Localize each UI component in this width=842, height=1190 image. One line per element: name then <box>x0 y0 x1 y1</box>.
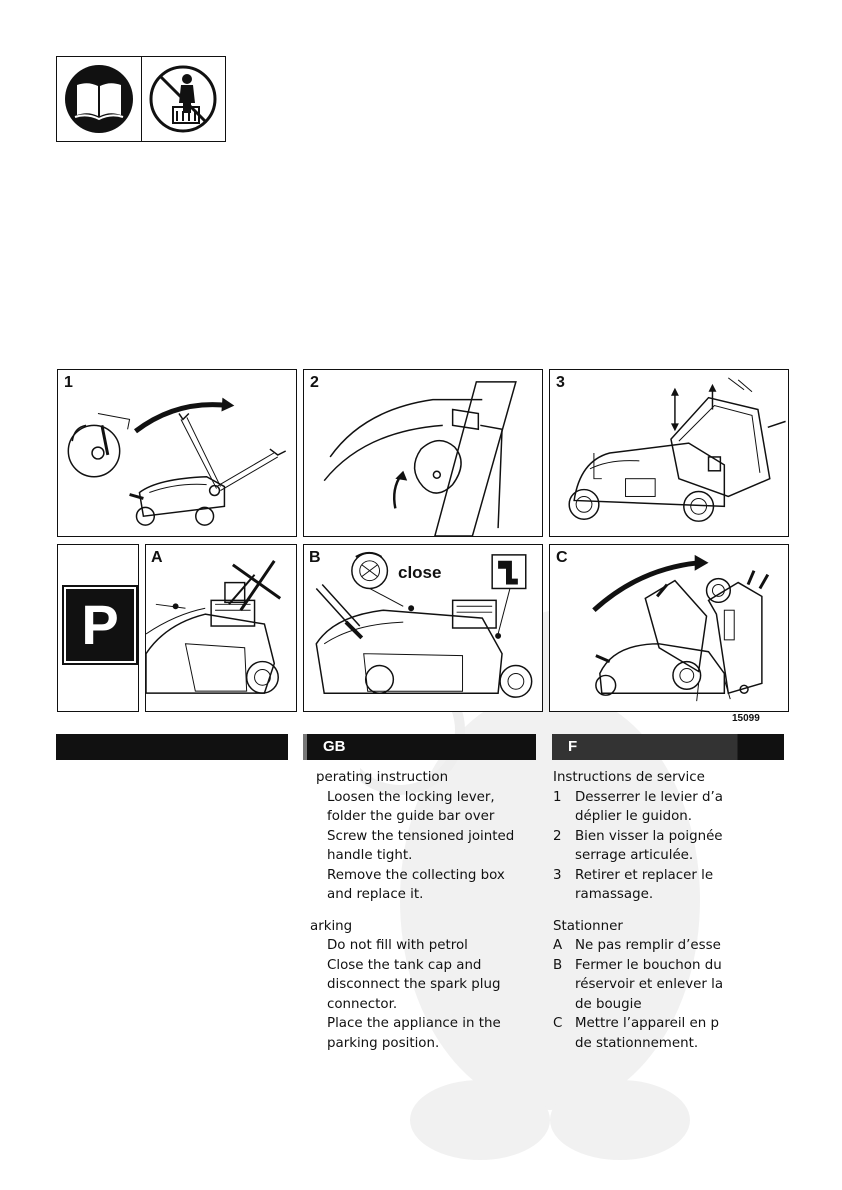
f-item-b-3: de bougie <box>575 996 642 1012</box>
language-bar-f <box>552 734 784 760</box>
gb-item-b-3: connector. <box>327 996 398 1012</box>
panel-c-label: C <box>556 549 568 566</box>
f-item-3-2: ramassage. <box>575 887 654 902</box>
gb-item-3-1: Remove the collecting box <box>327 867 505 883</box>
panel-1-label: 1 <box>64 374 73 391</box>
f-section2-title: Stationner <box>553 918 623 934</box>
f-section1-title: Instructions de service <box>553 770 705 785</box>
language-label-f: F <box>568 738 578 755</box>
gb-item-b-2: disconnect the spark plug <box>327 977 501 992</box>
panel-c <box>549 544 789 712</box>
parking-sign: P <box>62 585 138 665</box>
f-num-b: B <box>553 957 563 973</box>
gb-instructions <box>306 768 538 1053</box>
gb-item-2-1: Screw the tensioned jointed <box>327 828 515 844</box>
f-item-1-2: déplier le guidon. <box>575 809 693 824</box>
f-item-3-1: Retirer et replacer le <box>575 867 714 883</box>
f-num-2: 2 <box>553 828 562 844</box>
gb-item-3-2: and replace it. <box>327 887 424 902</box>
panel-3 <box>549 369 789 537</box>
close-label: close <box>398 563 442 582</box>
f-num-c: C <box>553 1016 563 1031</box>
gb-item-c-1: Place the appliance in the <box>327 1016 501 1031</box>
panel-b-label: B <box>309 549 321 566</box>
panel-2-label: 2 <box>310 374 319 391</box>
f-num-1: 1 <box>553 789 562 805</box>
language-label-gb: GB <box>323 738 346 755</box>
f-num-3: 3 <box>553 867 562 883</box>
panel-a <box>145 544 297 712</box>
panel-3-label: 3 <box>556 374 565 391</box>
panel-2 <box>303 369 543 537</box>
gb-item-c-2: parking position. <box>327 1035 440 1051</box>
figure-number: 15099 <box>732 713 760 724</box>
panel-a-label: A <box>151 549 163 566</box>
book-icon <box>57 57 141 141</box>
language-bar-blank <box>56 734 288 760</box>
gb-item-1-1: Loosen the locking lever, <box>327 789 495 805</box>
f-instructions <box>553 768 729 1053</box>
gb-item-b-1: Close the tank cap and <box>327 957 482 973</box>
f-item-a-1: Ne pas remplir d’esse <box>575 938 721 953</box>
f-item-b-1: Fermer le bouchon du <box>575 957 722 973</box>
gb-item-a-1: Do not fill with petrol <box>327 938 468 953</box>
f-item-b-2: réservoir et enlever la <box>575 977 724 992</box>
no-children-icon <box>141 57 226 141</box>
gb-item-1-2: folder the guide bar over <box>327 809 495 824</box>
gb-item-2-2: handle tight. <box>327 848 413 863</box>
f-item-1-1: Desserrer le levier d’a <box>575 789 724 805</box>
safety-icons <box>56 56 226 142</box>
gb-section1-title: perating instruction <box>316 770 449 785</box>
f-item-c-1: Mettre l’appareil en p <box>575 1016 720 1031</box>
f-item-2-2: serrage articulée. <box>575 848 694 863</box>
panel-b <box>303 544 543 712</box>
f-item-2-1: Bien visser la poignée <box>575 828 723 844</box>
gb-section2-title: arking <box>310 918 353 934</box>
language-bar-gb <box>303 734 536 760</box>
f-num-a: A <box>553 938 563 953</box>
f-item-c-2: de stationnement. <box>575 1035 699 1051</box>
panel-1 <box>57 369 297 537</box>
